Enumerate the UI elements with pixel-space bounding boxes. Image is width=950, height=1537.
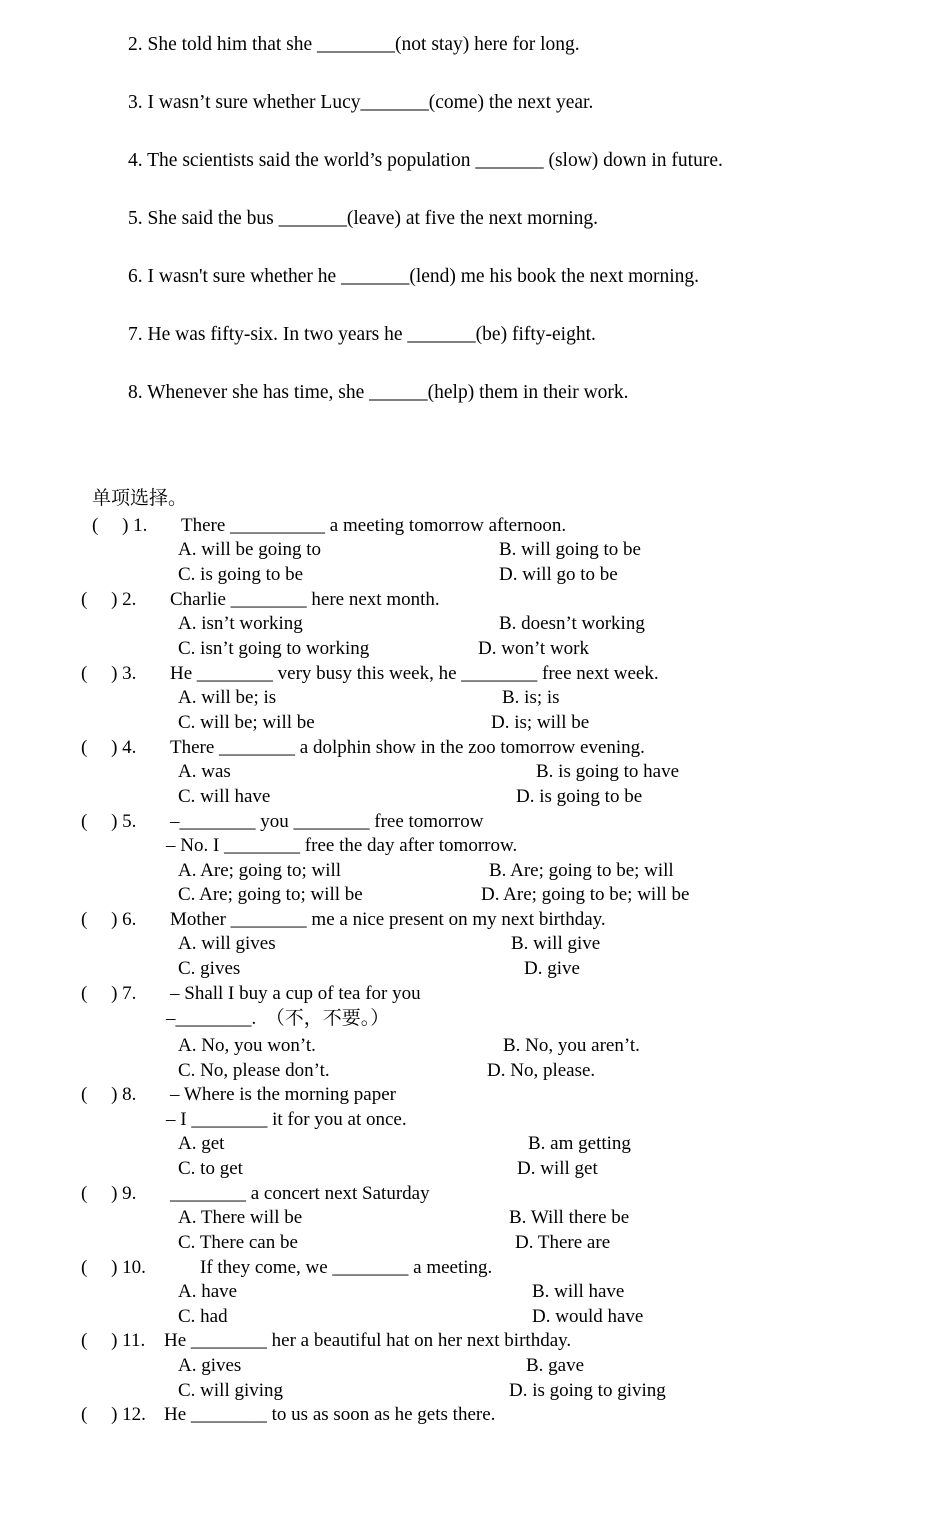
question-stem-reply: –________. （不，不要。） [166,1008,390,1029]
question-number: ( ) 6. [81,909,137,930]
option-d: D. won’t work [478,638,590,659]
question-stem: –________ you ________ free tomorrow [170,811,484,832]
fill-item-8: 8. Whenever she has time, she ______(help) them in their work. [128,382,629,403]
question-number: ( ) 8. [81,1084,137,1105]
fill-item-3: 3. I wasn’t sure whether Lucy_______(come) the next year. [128,92,594,113]
question-number: ( ) 3. [81,663,137,684]
fill-item-2: 2. She told him that she ________(not stay) here for long. [128,34,580,55]
option-b: B. Are; going to be; will [489,860,674,881]
option-c: C. No, please don’t. [178,1060,330,1081]
question-number: ( ) 12. [81,1404,146,1425]
option-d: D. Are; going to be; will be [481,884,690,905]
option-c: C. There can be [178,1232,298,1253]
fill-item-6: 6. I wasn't sure whether he _______(lend) me his book the next morning. [128,266,700,287]
question-stem: ________ a concert next Saturday [170,1183,430,1204]
question-stem: – Where is the morning paper [170,1084,396,1105]
option-a: A. gives [178,1355,242,1376]
question-stem-reply: – No. I ________ free the day after tomorrow. [166,835,518,856]
question-number: ( ) 9. [81,1183,137,1204]
option-a: A. isn’t working [178,613,303,634]
question-stem: Mother ________ me a nice present on my next birthday. [170,909,606,930]
option-d: D. is; will be [491,712,590,733]
question-number: ( ) 10. [81,1257,146,1278]
fill-item-5: 5. She said the bus _______(leave) at five the next morning. [128,208,599,229]
option-c: C. is going to be [178,564,304,585]
question-stem: If they come, we ________ a meeting. [200,1257,493,1278]
option-c: C. will have [178,786,271,807]
fill-item-7: 7. He was fifty-six. In two years he _______(be) fifty-eight. [128,324,596,345]
question-stem: There ________ a dolphin show in the zoo tomorrow evening. [170,737,645,758]
question-number: ( ) 5. [81,811,137,832]
option-b: B. will have [532,1281,625,1302]
option-d: D. There are [515,1232,611,1253]
option-b: B. am getting [528,1133,631,1154]
option-d: D. give [524,958,580,979]
option-c: C. gives [178,958,241,979]
option-b: B. doesn’t working [499,613,645,634]
option-a: A. have [178,1281,238,1302]
option-c: C. will be; will be [178,712,315,733]
option-b: B. is going to have [536,761,680,782]
option-b: B. will going to be [499,539,641,560]
option-d: D. is going to be [516,786,643,807]
option-b: B. is; is [502,687,560,708]
option-b: B. gave [526,1355,585,1376]
question-number: ( ) 4. [81,737,137,758]
option-b: B. No, you aren’t. [503,1035,640,1056]
option-c: C. Are; going to; will be [178,884,363,905]
question-number: ( ) 11. [81,1330,146,1351]
question-stem: He ________ her a beautiful hat on her next birthday. [164,1330,572,1351]
option-a: A. was [178,761,231,782]
option-c: C. to get [178,1158,243,1179]
option-a: A. will be going to [178,539,322,560]
option-c: C. will giving [178,1380,284,1401]
option-d: D. would have [532,1306,644,1327]
fill-item-4: 4. The scientists said the world’s population _______ (slow) down in future. [128,150,723,171]
question-stem: There __________ a meeting tomorrow afternoon. [181,515,567,536]
option-d: D. will get [517,1158,598,1179]
option-a: A. will gives [178,933,276,954]
option-d: D. No, please. [487,1060,596,1081]
question-number: ( ) 1. [92,515,148,536]
option-a: A. Are; going to; will [178,860,342,881]
question-stem: He ________ very busy this week, he ________ free next week. [170,663,659,684]
question-number: ( ) 7. [81,983,137,1004]
question-stem: Charlie ________ here next month. [170,589,440,610]
option-a: A. will be; is [178,687,277,708]
option-a: A. There will be [178,1207,303,1228]
option-c: C. isn’t going to working [178,638,370,659]
option-a: A. No, you won’t. [178,1035,316,1056]
option-a: A. get [178,1133,225,1154]
question-stem: – Shall I buy a cup of tea for you [170,983,421,1004]
question-stem-reply: – I ________ it for you at once. [166,1109,407,1130]
question-number: ( ) 2. [81,589,137,610]
option-d: D. is going to giving [509,1380,666,1401]
section-title: 单项选择。 [92,488,188,509]
option-b: B. Will there be [509,1207,630,1228]
option-c: C. had [178,1306,228,1327]
question-stem: He ________ to us as soon as he gets there. [164,1404,496,1425]
option-b: B. will give [511,933,601,954]
option-d: D. will go to be [499,564,618,585]
